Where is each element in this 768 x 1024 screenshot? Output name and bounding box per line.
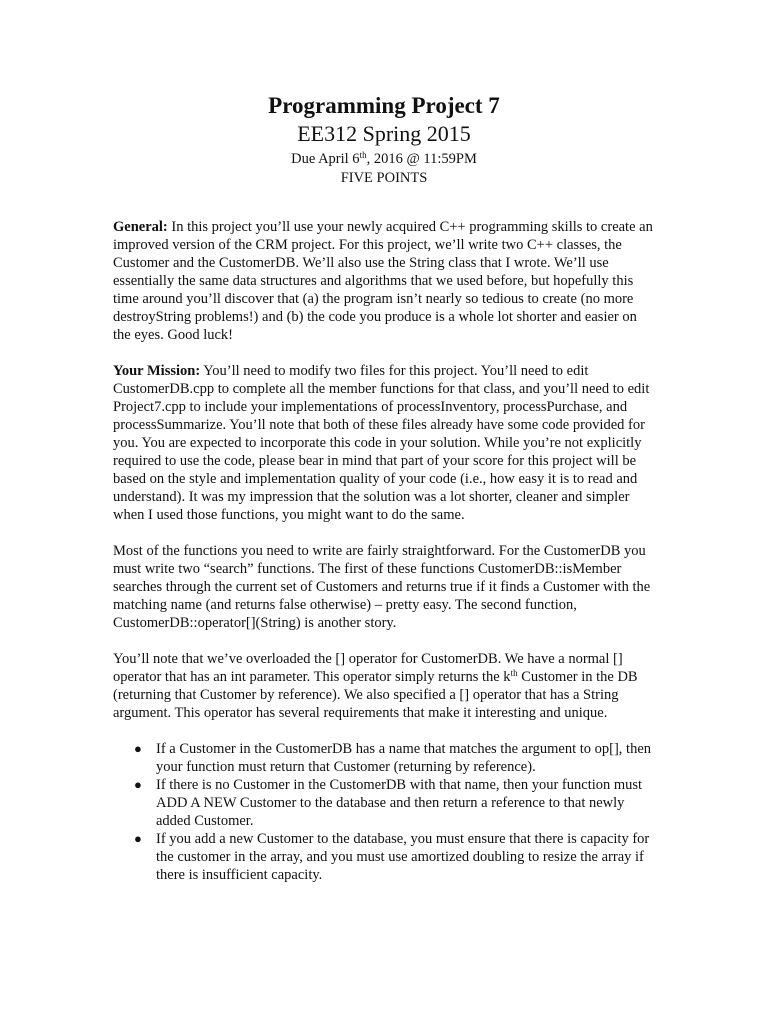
bullet-icon: ●: [134, 831, 142, 846]
general-label: General:: [113, 219, 168, 235]
due-date-superscript: th: [359, 150, 367, 160]
course-title: EE312 Spring 2015: [297, 121, 471, 146]
operator-text-before: You’ll note that we’ve overloaded the [] operator for CustomerDB. We have a normal [] operator that has an int parameter. This operator simply returns the k: [113, 651, 623, 685]
mission-paragraph: [113, 362, 658, 524]
document-title: Programming Project 7: [268, 93, 500, 118]
document-body: [113, 218, 658, 884]
mission-text: You’ll need to modify two files for this project. You’ll need to edit CustomerDB.cpp to complete all the member functions for that class, and you’ll need to edit Project7.cpp to include your implementations of processInventory, processPurchase, and processSummarize. You’ll note that both of these files already have some code provided for you. You are expected to incorporate this code in your solution. While you’re not explicitly required to use the code, please bear in mind that part of your score for this project will be based on the style and implementation quality of your code (i.e., how easy it is to read and understand). It was my impression that the solution was a lot shorter, cleaner and simpler when I used those functions, you might want to do the same.: [113, 363, 650, 523]
list-item-text: If a Customer in the CustomerDB has a name that matches the argument to op[], then your function must return that Customer (returning by reference).: [156, 741, 652, 775]
functions-paragraph: Most of the functions you need to write are fairly straightforward. For the CustomerDB you must write two “search” functions. The first of these functions CustomerDB::isMember searches through the current set of Customers and returns true if it finds a Customer with the matching name (and returns false otherwise) – pretty easy. The second function, CustomerDB::operator[](String) is another story.: [113, 543, 651, 631]
document-header: [0, 92, 768, 188]
list-item: [113, 830, 658, 884]
bullet-icon: ●: [134, 741, 142, 756]
general-paragraph: [113, 218, 658, 344]
list-item: [113, 776, 658, 830]
due-date-prefix: Due April 6: [291, 151, 360, 167]
bullet-icon: ●: [134, 777, 142, 792]
list-item: [113, 740, 658, 776]
list-item-text: If you add a new Customer to the database, you must ensure that there is capacity for the customer in the array, and you must use amortized doubling to resize the array if there is insufficient capacity.: [156, 831, 650, 883]
requirements-list: [113, 740, 658, 884]
operator-superscript: th: [510, 668, 518, 678]
points-value: FIVE POINTS: [340, 170, 428, 186]
list-item-text: If there is no Customer in the CustomerDB with that name, then your function must ADD A NEW Customer to the database and then return a reference to that newly added Customer.: [156, 777, 643, 829]
due-date-suffix: , 2016 @ 11:59PM: [366, 151, 477, 167]
general-text: In this project you’ll use your newly acquired C++ programming skills to create an improved version of the CRM project. For this project, we’ll write two C++ classes, the Customer and the CustomerDB. We’ll also use the String class that I wrote. We’ll use essentially the same data structures and algorithms that we used before, but hopefully this time around you’ll discover that (a) the program isn’t nearly so tedious to create (no more destroyString problems!) and (b) the code you produce is a whole lot shorter and easier on the eyes. Good luck!: [113, 219, 653, 343]
due-date: [0, 150, 768, 169]
operator-text-after: Customer in the DB (returning that Customer by reference). We also specified a [] operator that has a String argument. This operator has several requirements that make it interesting and unique.: [113, 669, 638, 721]
mission-label: Your Mission:: [113, 363, 201, 379]
operator-paragraph: [113, 650, 658, 722]
